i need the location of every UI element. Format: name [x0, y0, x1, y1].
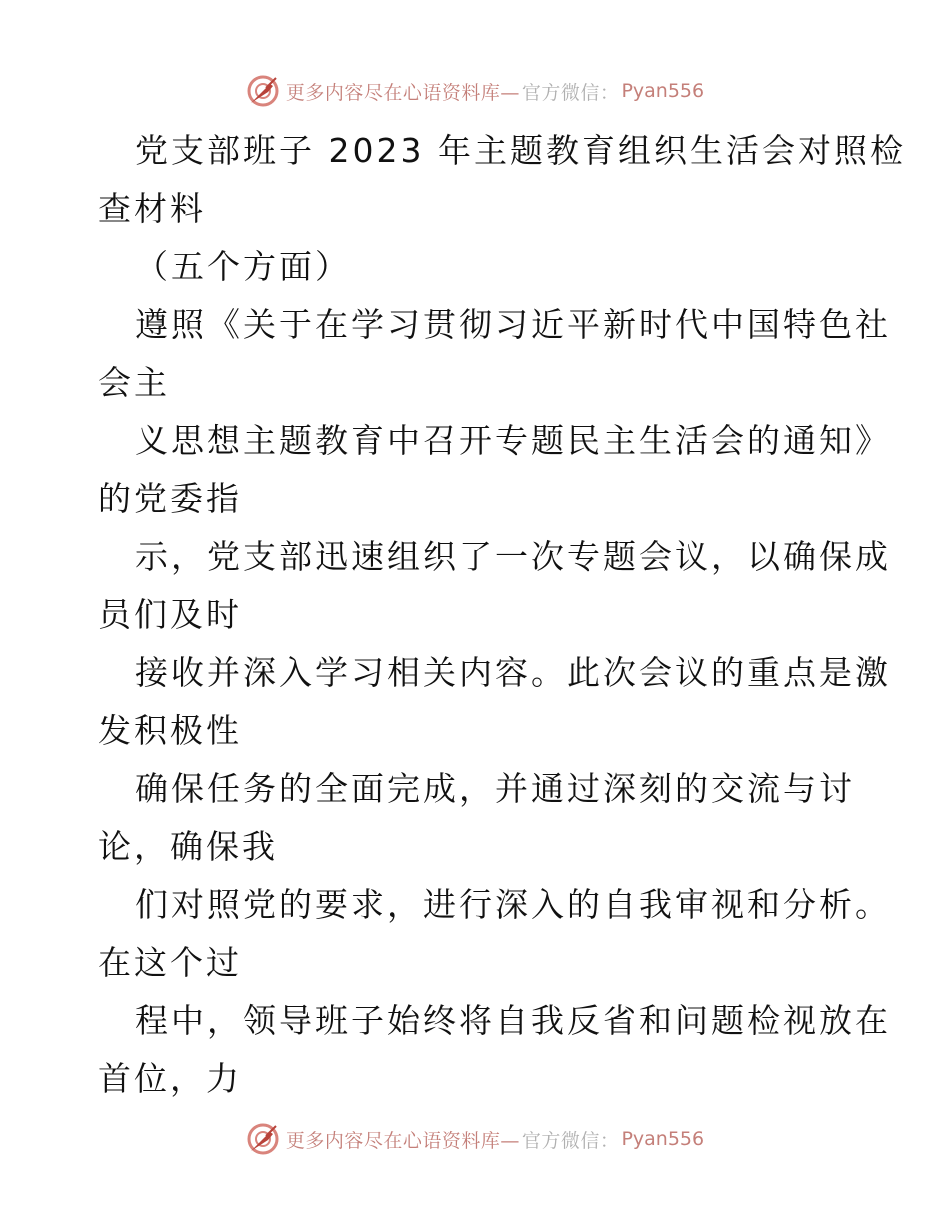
text-line: 示，党支部迅速组织了一次专题会议，以确保成 — [135, 537, 891, 576]
text-line: （五个方面） — [135, 247, 351, 286]
watermark-text: 更多内容尽在心语资料库— — [285, 81, 520, 104]
text-line: 论，确保我 — [98, 827, 278, 866]
text-line: 遵照《关于在学习贯彻习近平新时代中国特色社 — [135, 305, 891, 344]
text-line: 确保任务的全面完成，并通过深刻的交流与讨 — [135, 769, 855, 808]
text-line: 党支部班子 2023 年主题教育组织生活会对照检 — [135, 131, 906, 170]
document-body — [98, 122, 906, 1108]
brush-logo-icon — [246, 74, 280, 108]
text-line: 首位，力 — [98, 1059, 242, 1098]
text-line: 查材料 — [98, 189, 206, 228]
text-line: 发积极性 — [98, 711, 242, 750]
watermark-text: 更多内容尽在心语资料库— — [285, 1129, 520, 1152]
text-line: 员们及时 — [98, 595, 242, 634]
text-line: 们对照党的要求，进行深入的自我审视和分析。 — [135, 885, 891, 924]
watermark-header — [0, 71, 950, 111]
text-line: 接收并深入学习相关内容。此次会议的重点是激 — [135, 653, 891, 692]
text-line: 的党委指 — [98, 479, 242, 518]
text-line: 程中，领导班子始终将自我反省和问题检视放在 — [135, 1001, 891, 1040]
watermark-wechat-id: Pyan556 — [621, 80, 705, 102]
watermark-wechat-id: Pyan556 — [621, 1128, 705, 1150]
text-line: 义思想主题教育中召开专题民主生活会的通知》 — [135, 421, 891, 460]
watermark-footer — [0, 1119, 950, 1159]
watermark-wechat-label: 官方微信： — [521, 1129, 620, 1152]
brush-logo-icon — [246, 1122, 280, 1156]
watermark-wechat-label: 官方微信： — [521, 81, 620, 104]
text-line: 会主 — [98, 363, 170, 402]
text-line: 在这个过 — [98, 943, 242, 982]
